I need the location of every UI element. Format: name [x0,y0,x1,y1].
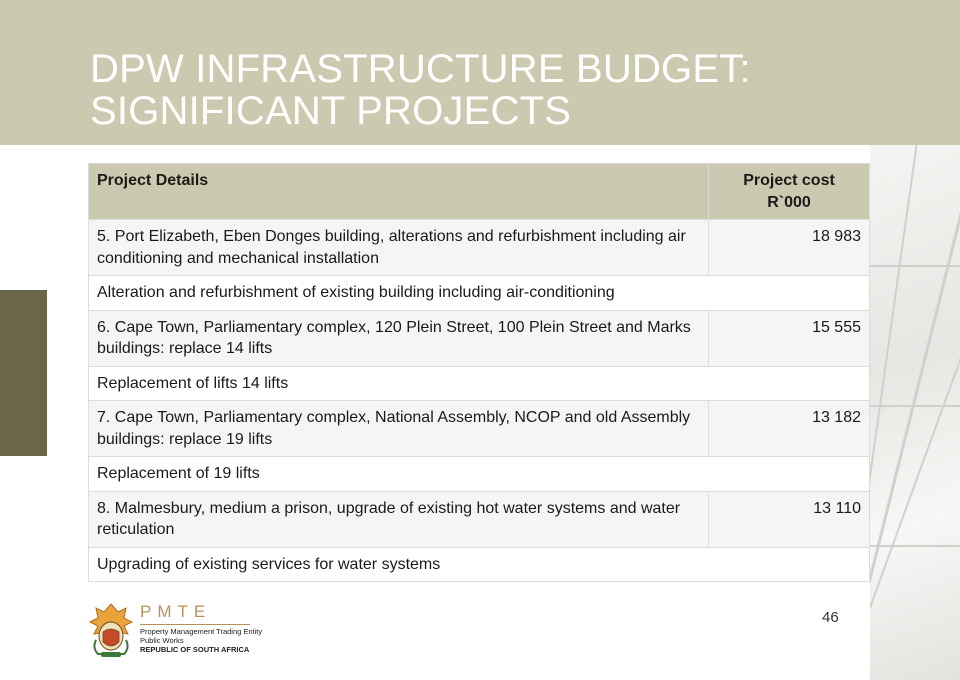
table-header-row [89,164,870,220]
header-cost-label: Project cost [743,172,835,189]
header-project-cost [709,164,870,220]
table-row [89,491,870,547]
project-description-cell: Replacement of 19 lifts [89,457,870,492]
table-row [89,457,870,492]
project-cost-cell: 15 555 [709,310,870,366]
slide-title [90,48,930,132]
table-row [89,310,870,366]
project-details-cell: 5. Port Elizabeth, Eben Donges building, alterations and refurbishment including air conditioning and mechanical installation [89,220,709,276]
project-cost-cell: 18 983 [709,220,870,276]
project-description-cell: Replacement of lifts 14 lifts [89,366,870,401]
pmte-logo [88,600,328,662]
table-row [89,366,870,401]
header-project-details: Project Details [89,164,709,220]
country-name: REPUBLIC OF SOUTH AFRICA [140,645,250,654]
coat-of-arms-icon [88,600,134,660]
slide-title-line-1: DPW INFRASTRUCTURE BUDGET: [90,47,751,91]
projects-table [88,163,870,582]
table-row [89,220,870,276]
project-details-cell: 6. Cape Town, Parliamentary complex, 120 Plein Street, 100 Plein Street and Marks buildings: replace 14 lifts [89,310,709,366]
page-number: 46 [822,609,839,626]
table-row [89,401,870,457]
project-cost-cell: 13 182 [709,401,870,457]
header-cost-unit: R`000 [767,193,811,211]
org-name: Property Management Trading Entity [140,627,263,636]
project-description-cell: Upgrading of existing services for water systems [89,547,870,582]
logo-divider [140,624,250,625]
table-row [89,276,870,311]
project-details-cell: 7. Cape Town, Parliamentary complex, National Assembly, NCOP and old Assembly buildings: replace 19 lifts [89,401,709,457]
org-abbrev: PMTE [140,602,212,621]
background-architecture-image [870,145,960,680]
table-row [89,547,870,582]
slide-title-line-2: SIGNIFICANT PROJECTS [90,89,572,133]
project-cost-cell: 13 110 [709,491,870,547]
project-description-cell: Alteration and refurbishment of existing building including air-conditioning [89,276,870,311]
dept-name: Public Works [140,636,184,645]
project-details-cell: 8. Malmesbury, medium a prison, upgrade of existing hot water systems and water reticulation [89,491,709,547]
side-accent-block [0,290,47,456]
